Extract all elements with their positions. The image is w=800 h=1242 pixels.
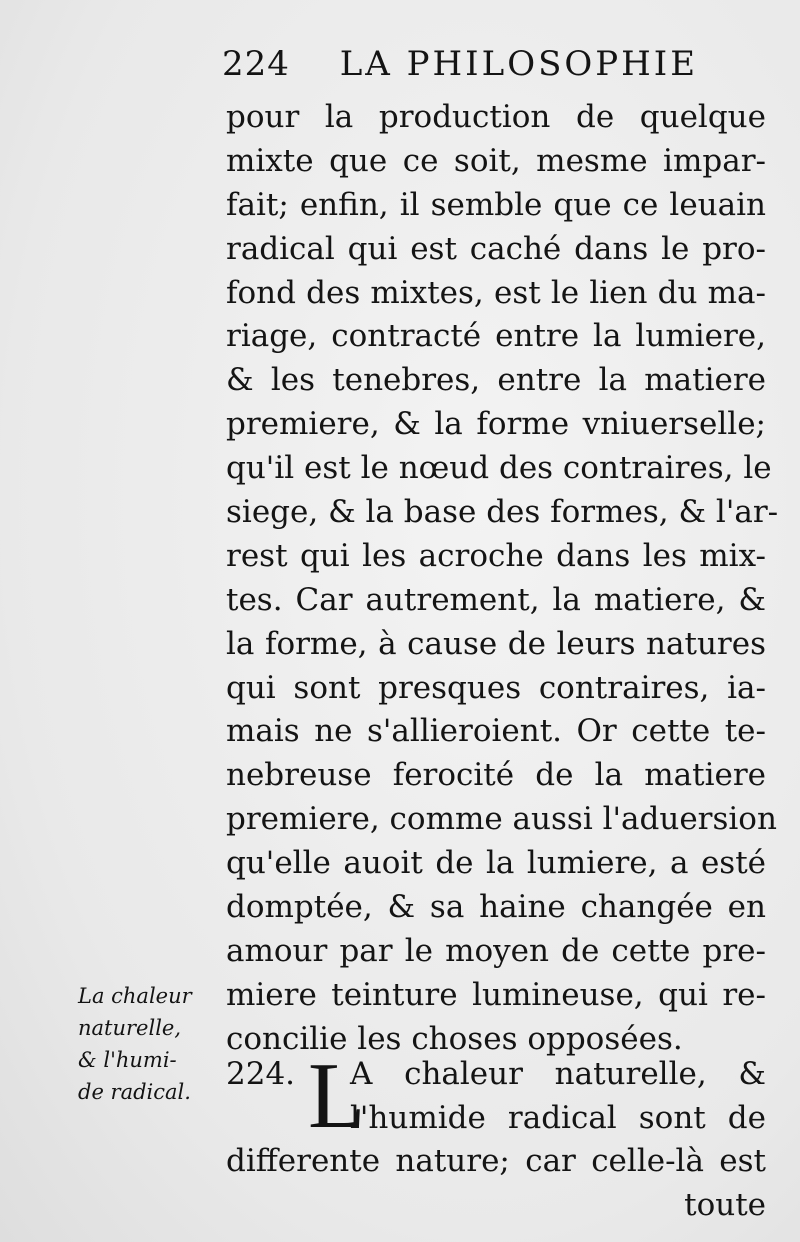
running-title: LA PHILOSOPHIE — [339, 44, 699, 84]
text-line: la forme, à cause de leurs natures — [226, 625, 766, 662]
text-line: concilie les choses opposées. — [226, 1020, 683, 1057]
text-line: miere teinture lumineuse, qui re- — [226, 976, 766, 1013]
text-line: fait; enfin, il semble que ce leuain — [226, 186, 766, 223]
paragraph-line: l'humide radical sont de — [350, 1100, 766, 1136]
running-header — [222, 42, 782, 86]
paragraph-line: A chaleur naturelle, & — [350, 1056, 766, 1092]
text-line: qui sont presques contraires, ia- — [226, 669, 766, 706]
text-line: & les tenebres, entre la matiere — [226, 362, 766, 399]
text-line: pour la production de quelque — [226, 99, 766, 135]
text-line: riage, contracté entre la lumiere, — [226, 318, 766, 355]
page-number: 224 — [222, 44, 290, 84]
margin-note — [78, 980, 228, 1108]
text-line: qu'il est le nœud des contraires, le — [226, 450, 772, 487]
numbered-paragraph — [226, 1044, 766, 1148]
body-text — [226, 96, 779, 1062]
body-text-continued — [226, 1140, 766, 1228]
text-line: domptée, & sa haine changée en — [226, 889, 766, 926]
text-line: rest qui les acroche dans les mix- — [226, 537, 766, 574]
margin-note-line: de radical. — [78, 1080, 191, 1104]
margin-note-line: & l'humi- — [78, 1048, 177, 1072]
text-line: nebreuse ferocité de la matiere — [226, 757, 766, 794]
text-line: siege, & la base des formes, & l'ar- — [226, 494, 779, 531]
paragraph-number: 224. — [226, 1056, 296, 1092]
text-line: amour par le moyen de cette pre- — [226, 932, 766, 969]
margin-note-line: La chaleur — [78, 984, 192, 1008]
catchword: toute — [684, 1186, 766, 1223]
text-line: fond des mixtes, est le lien du ma- — [226, 274, 766, 311]
text-line: premiere, & la forme vniuerselle; — [226, 406, 766, 443]
text-line: mais ne s'allieroient. Or cette te- — [226, 713, 766, 750]
text-line: differente nature; car celle-là est — [226, 1143, 766, 1179]
text-line: premiere, comme aussi l'aduersion — [226, 801, 777, 838]
text-line: radical qui est caché dans le pro- — [226, 230, 766, 267]
text-line: mixte que ce soit, mesme impar- — [226, 142, 766, 179]
drop-capital: L — [308, 1044, 366, 1148]
margin-note-line: naturelle, — [78, 1016, 182, 1040]
text-line: tes. Car autrement, la matiere, & — [226, 581, 766, 618]
text-line: qu'elle auoit de la lumiere, a esté — [226, 845, 766, 882]
